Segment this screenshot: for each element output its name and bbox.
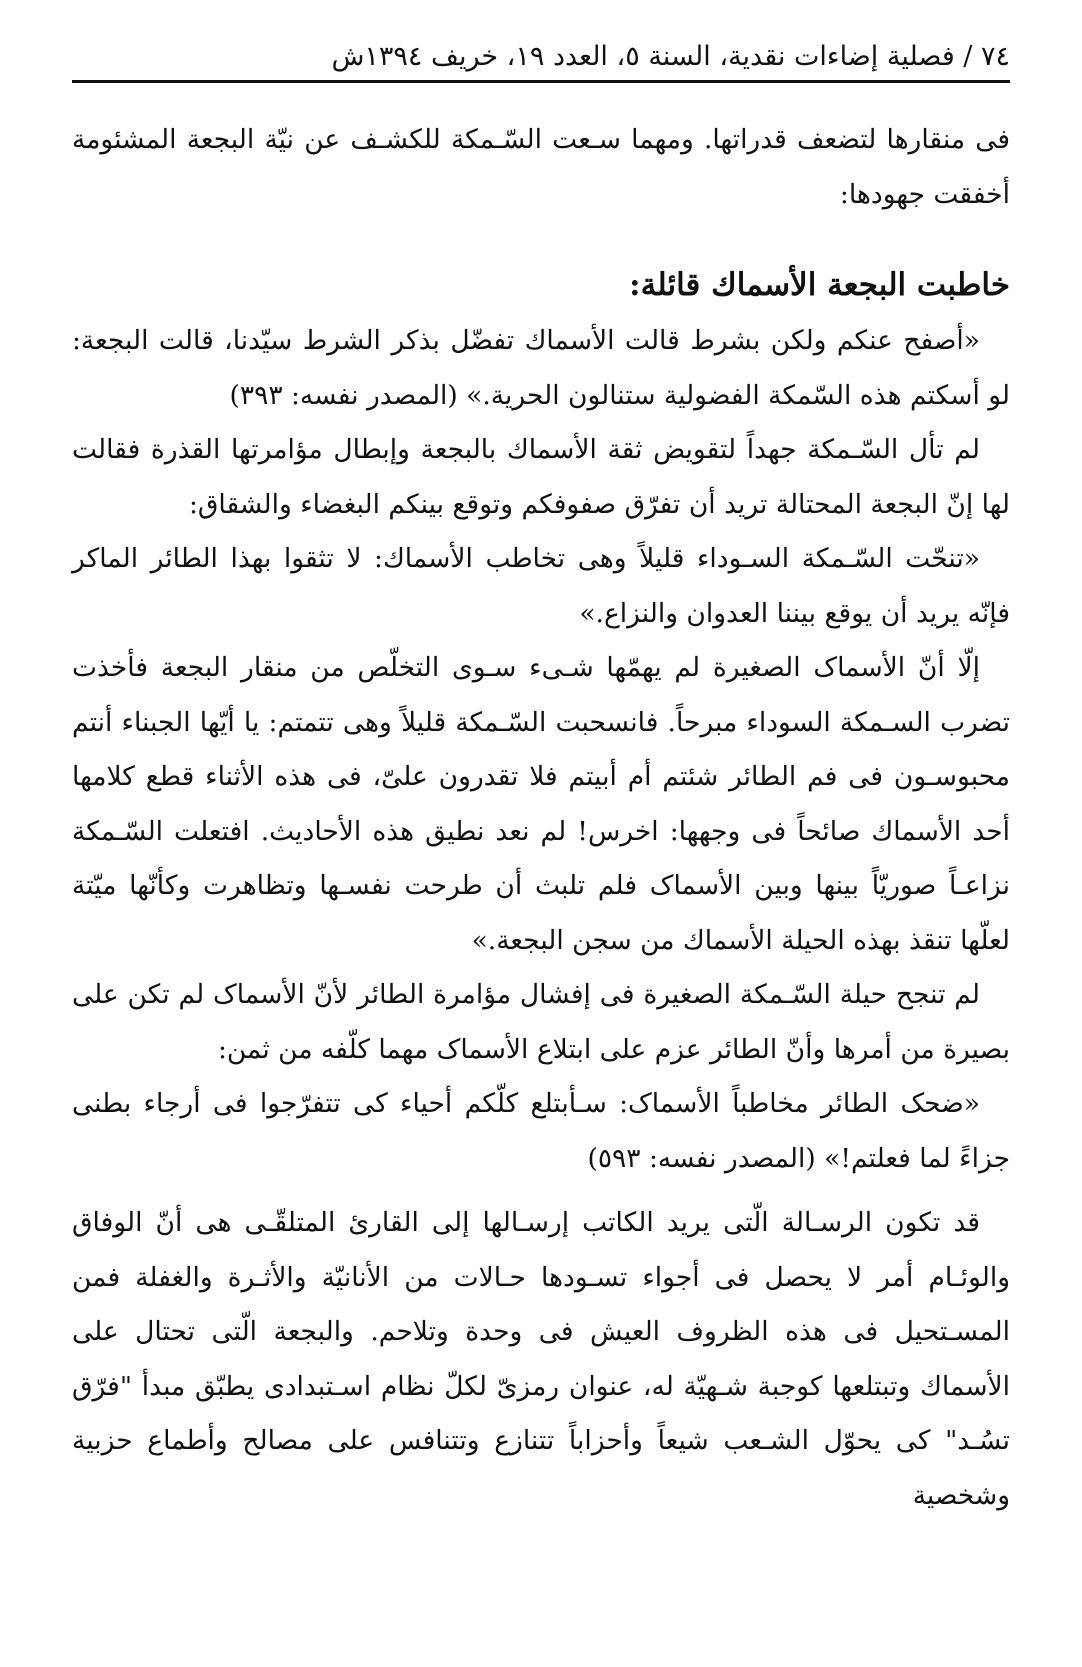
body-paragraph: لم تنجح حيلة السّـمكة الصغيرة فى إفشال مؤامرة الطائر لأنّ الأسماک لم تكن على بصيرة من أمرها وأنّ الطائر عزم على ابتلاع الأسماک مهما كلّفه من ثمن:: [72, 979, 1010, 1065]
paragraph-continuation: فى منقارها لتضعف قدراتها. ومهما سـعت السّـمكة للكشـف عن نيّة البجعة المشئومة أخفقت جهودها:: [72, 124, 1010, 210]
quote-paragraph: «أصفح عنكم ولكن بشرط قالت الأسماك تفضّل بذكر الشرط سيّدنا، قالت البجعة: لو أسكتم هذه السّمكة الفضولية ستنالون الحرية.» (المصدر نفسه: ٣٩٣): [72, 325, 1010, 411]
quote-paragraph: «ضحک الطائر مخاطباً الأسماک: سـأبتلع كلّكم أحياء كى تتفرّجوا فى أرجاء بطنى جزاءً لما فعلتم!» (المصدر نفسه: ٥٩٣): [72, 1088, 1010, 1174]
body-paragraph: لم تأل السّـمكة جهداً لتقويض ثقة الأسماك بالبجعة وإبطال مؤامرتها القذرة فقالت لها إنّ البجعة المحتالة تريد أن تفرّق صفوفكم وتوقع بينكم البغضاء والشقاق:: [72, 434, 1010, 520]
body-paragraph: قد تكون الرسـالة الّتى يريد الكاتب إرسـالها إلى القارئ المتلقّـى هى أنّ الوفاق والوئـام أمر لا يحصل فى أجواء تسـودها حـالات من الأنانيّة والأثـرة والغفلة فمن المسـتحيل فى هذه الظروف العيش فى وحدة وتلاحم. والبجعة الّتى تحتال على الأسماك وتبتلعها كوجبة شـهيّة له، عنوان رمزىّ لكلّ نظام اسـتبدادى يطبّق مبدأ "فرّق تسُـد" كى يحوّل الشـعب شيعاً وأحزاباً تتنازع وتتنافس على مصالح وأطماع حزبية وشخصية: [72, 1207, 1010, 1511]
document-page: [72, 40, 1010, 1640]
spacer: [72, 1186, 1010, 1196]
running-header: ٧٤ / فصلية إضاءات نقدية، السنة ٥، العدد ١٩، خريف ١٣٩٤ش: [331, 41, 1010, 72]
header-rule: [72, 80, 1010, 83]
article-body: [72, 113, 1010, 1523]
quote-paragraph: «تنحّت السّـمكة السـوداء قليلاً وهى تخاطب الأسماك: لا تثقوا بهذا الطائر الماكر فإنّه يريد أن يوقع بيننا العدوان والنزاع.»: [72, 543, 1010, 629]
section-heading: خاطبت البجعة الأسماك قائلة:: [629, 267, 1010, 303]
body-paragraph: إلّا أنّ الأسماک الصغيرة لم يهمّها شـىء سـوى التخلّص من منقار البجعة فأخذت تضرب السـمكة السوداء مبرحاً. فانسحبت السّـمكة قليلاً وهى تتمتم: يا أيّها الجبناء أنتم محبوسـون فى فم الطائر شئتم أم أبيتم فلا تقدرون علىّ، فى هذه الأثناء قطع كلامها أحد الأسماك صائحاً فى وجهها: اخرس! لم نعد نطيق هذه الأحاديث. افتعلت السّـمكة نزاعـاً صوريّاً بينها وبين الأسماک فلم تلبث أن طرحت نفسـها وتظاهرت وكأنّها ميّتة لعلّها تنقذ بهذه الحيلة الأسماك من سجن البجعة.»: [72, 652, 1010, 956]
